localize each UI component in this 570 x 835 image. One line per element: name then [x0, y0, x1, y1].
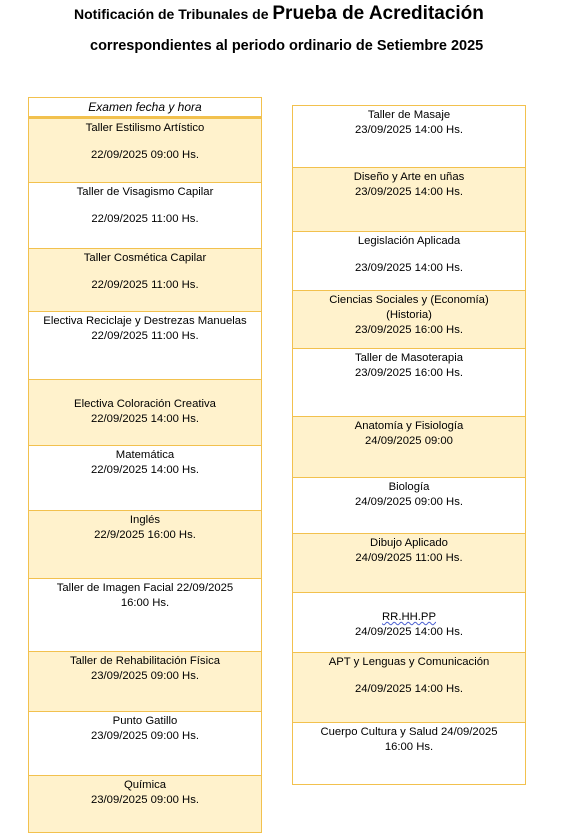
exam-datetime: 23/09/2025 09:00 Hs. [90, 794, 200, 806]
exam-name-text: RR.HH.PP [382, 611, 436, 623]
exam-entry [293, 722, 525, 784]
exam-entry [29, 651, 261, 711]
exam-name: Diseño y Arte en uñas [353, 171, 465, 183]
exam-datetime: 22/09/2025 14:00 Hs. [90, 413, 200, 425]
exam-name: Ciencias Sociales y (Economía) [329, 294, 489, 306]
exam-entry [293, 231, 525, 290]
exam-datetime: 23/09/2025 14:00 Hs. [354, 262, 464, 274]
exam-name: Punto Gatillo [112, 715, 178, 727]
exam-datetime: 23/09/2025 14:00 Hs. [354, 186, 464, 198]
exam-name: Taller de Imagen Facial 22/09/2025 [56, 582, 234, 594]
exam-datetime: 23/09/2025 16:00 Hs. [354, 324, 464, 336]
exam-entry [29, 248, 261, 311]
exam-entry [29, 578, 261, 651]
exam-entry [293, 290, 525, 348]
exam-entry [29, 711, 261, 775]
exam-name: Taller de Rehabilitación Física [69, 655, 221, 667]
exam-datetime: 22/09/2025 11:00 Hs. [91, 213, 199, 225]
exam-datetime: 22/9/2025 16:00 Hs. [94, 529, 196, 541]
exam-name: Química [123, 779, 167, 791]
page-title [74, 3, 554, 25]
schedule-table-left [28, 97, 262, 833]
exam-name: Biología [388, 481, 430, 493]
exam-entry [29, 510, 261, 578]
title-highlight: Prueba de Acreditación [272, 3, 484, 24]
exam-entry [29, 445, 261, 510]
exam-name: APT y Lenguas y Comunicación [328, 656, 490, 668]
exam-name: Taller de Masaje [367, 109, 451, 121]
exam-entry [293, 533, 525, 592]
exam-entry [29, 775, 261, 832]
exam-entry [29, 379, 261, 445]
table-header: Examen fecha y hora [29, 98, 261, 118]
title-prefix: Notificación de Tribunales de [74, 6, 269, 22]
exam-name: Electiva Coloración Creativa [74, 398, 216, 410]
exam-datetime: 24/09/2025 11:00 Hs. [355, 552, 463, 564]
exam-datetime: 23/09/2025 14:00 Hs. [354, 124, 464, 136]
exam-entry [293, 416, 525, 477]
exam-name-cont: (Historia) [386, 309, 432, 321]
exam-datetime: 24/09/2025 09:00 Hs. [354, 496, 464, 508]
exam-datetime: 24/09/2025 14:00 Hs. [354, 683, 464, 695]
exam-datetime: 22/09/2025 11:00 Hs. [91, 279, 199, 291]
exam-entry [29, 118, 261, 182]
exam-datetime: 16:00 Hs. [120, 597, 170, 609]
exam-name: Taller de Visagismo Capilar [76, 186, 214, 198]
exam-name: Cuerpo Cultura y Salud 24/09/2025 [320, 726, 498, 738]
exam-datetime: 23/09/2025 09:00 Hs. [90, 730, 200, 742]
exam-datetime: 24/09/2025 14:00 Hs. [354, 626, 464, 638]
exam-name: Taller Cosmética Capilar [83, 252, 207, 264]
exam-name: Matemática [115, 449, 175, 461]
exam-datetime: 24/09/2025 09:00 [365, 435, 453, 447]
exam-datetime: 23/09/2025 16:00 Hs. [354, 367, 464, 379]
exam-entry [293, 477, 525, 533]
exam-name: Inglés [129, 514, 161, 526]
exam-name [296, 610, 522, 625]
exam-datetime: 23/09/2025 09:00 Hs. [90, 670, 200, 682]
exam-name: Taller de Masoterapia [354, 352, 463, 364]
exam-datetime: 16:00 Hs. [384, 741, 434, 753]
exam-name: Taller Estilismo Artístico [85, 122, 205, 134]
exam-entry [293, 652, 525, 722]
exam-entry [293, 592, 525, 652]
exam-datetime: 22/09/2025 11:00 Hs. [91, 330, 199, 342]
exam-name: Dibujo Aplicado [370, 537, 448, 549]
exam-datetime: 22/09/2025 09:00 Hs. [90, 149, 200, 161]
page-subtitle: correspondientes al periodo ordinario de Setiembre 2025 [90, 38, 484, 54]
exam-name: Legislación Aplicada [357, 235, 461, 247]
exam-name: Anatomía y Fisiología [354, 420, 464, 432]
exam-datetime: 22/09/2025 14:00 Hs. [90, 464, 200, 476]
exam-entry [293, 348, 525, 416]
exam-entry [29, 182, 261, 248]
schedule-table-right [292, 105, 526, 785]
exam-entry [293, 105, 525, 167]
exam-entry [29, 311, 261, 379]
exam-name: Electiva Reciclaje y Destrezas Manuelas [43, 315, 247, 327]
exam-entry [293, 167, 525, 231]
